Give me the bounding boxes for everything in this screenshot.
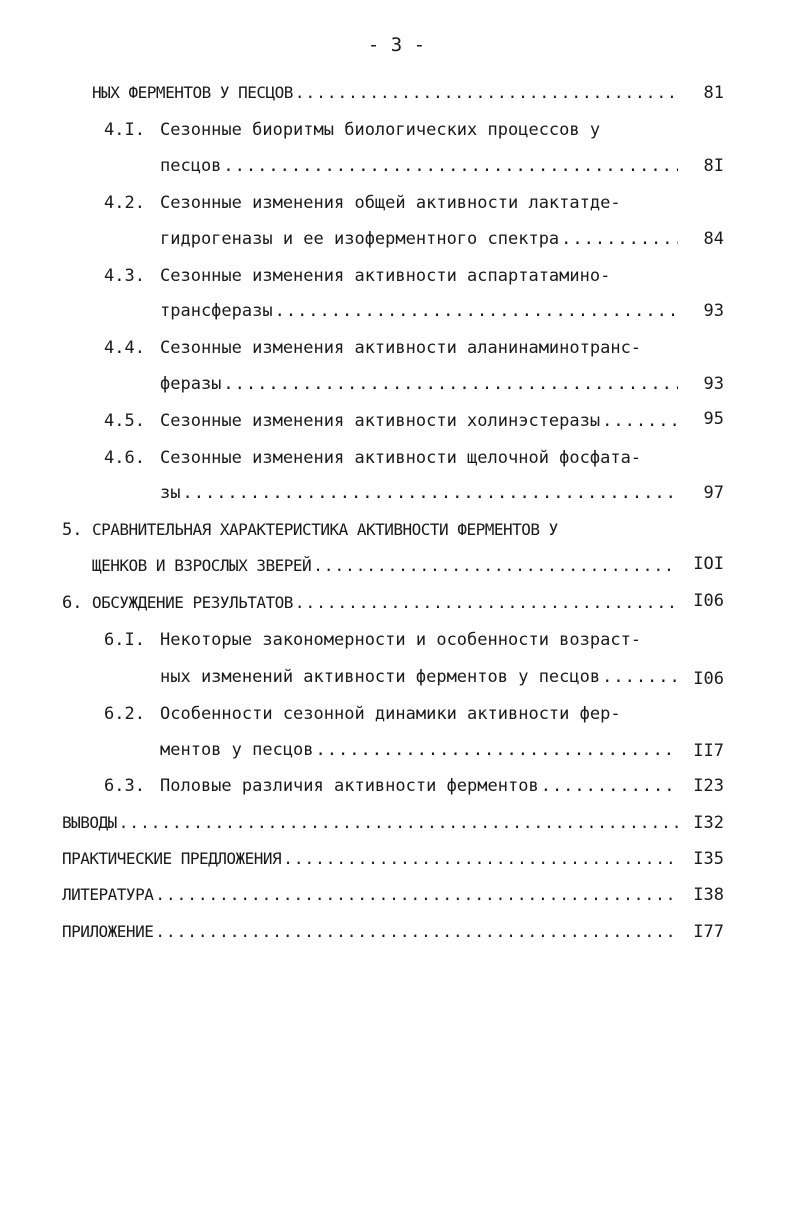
leader-dots	[313, 553, 678, 579]
toc-page: I32	[693, 813, 724, 833]
leader-dots	[602, 664, 678, 690]
leader-dots	[223, 371, 678, 397]
toc-text: Особенности сезонной динамики активности фер-	[160, 704, 621, 724]
toc-num: 4.3.	[104, 266, 145, 286]
toc-entry-literature	[62, 882, 678, 908]
toc-entry-6-3	[160, 773, 678, 799]
toc-page: I23	[693, 776, 724, 796]
leader-dots	[561, 226, 678, 252]
toc-entry-practical	[62, 846, 678, 872]
toc-text: Сезонные изменения активности аспартатамино-	[160, 266, 611, 286]
toc-entry-6-2	[160, 737, 678, 763]
toc-num: 4.4.	[104, 338, 145, 358]
leader-dots	[295, 80, 678, 106]
toc-text: ЛИТЕРАТУРА	[62, 885, 154, 904]
toc-text: ных изменений активности ферментов у песцов	[160, 667, 601, 687]
toc-text: Сезонные изменения активности щелочной фосфата-	[160, 448, 642, 468]
leader-dots	[155, 882, 678, 908]
leader-dots	[541, 773, 678, 799]
toc-page: 81	[703, 83, 724, 103]
toc-entry-appendix	[62, 919, 678, 945]
toc-text: СРАВНИТЕЛЬНАЯ ХАРАКТЕРИСТИКА АКТИВНОСТИ ФЕРМЕНТОВ У	[92, 520, 558, 539]
toc-text: Сезонные изменения активности аланинаминотранс-	[160, 338, 642, 358]
toc-entry-4-1	[160, 153, 678, 179]
toc-num: 4.5.	[104, 411, 145, 431]
leader-dots	[155, 919, 678, 945]
toc-text: Сезонные изменения активности холинэстеразы	[160, 411, 601, 431]
toc-num: 6.I.	[104, 630, 145, 650]
toc-text: Некоторые закономерности и особенности возраст-	[160, 630, 642, 650]
toc-text: ВЫВОДЫ	[62, 813, 117, 832]
leader-dots	[602, 408, 678, 434]
toc-entry-4-3	[160, 298, 678, 324]
leader-dots	[316, 737, 678, 763]
leader-dots	[182, 480, 678, 506]
toc-entry-c4-tail	[92, 80, 678, 106]
toc-text: трансферазы	[160, 301, 273, 321]
toc-text: НЫХ ФЕРМЕНТОВ У ПЕСЦОВ	[92, 83, 293, 102]
leader-dots	[283, 846, 678, 872]
toc-page: 8I	[703, 156, 724, 176]
toc-num: 4.6.	[104, 448, 145, 468]
toc-page: 93	[703, 301, 724, 321]
toc-page: 93	[703, 374, 724, 394]
toc-page: IOI	[693, 554, 724, 574]
toc-num: 6.	[62, 593, 83, 613]
toc-num: 6.3.	[104, 776, 145, 796]
leader-dots	[119, 810, 678, 836]
toc-text: гидрогеназы и ее изоферментного спектра	[160, 229, 560, 249]
toc-text: ПРИЛОЖЕНИЕ	[62, 922, 154, 941]
toc-num: 4.I.	[104, 120, 145, 140]
toc-page: I77	[693, 922, 724, 942]
toc-page: 97	[703, 483, 724, 503]
toc-page: I06	[693, 669, 724, 689]
toc-page: I35	[693, 849, 724, 869]
toc-page: I06	[693, 591, 724, 611]
toc-entry-conclusions	[62, 810, 678, 836]
toc-num: 4.2.	[104, 193, 145, 213]
toc-entry-5	[92, 553, 678, 579]
toc-text: ЩЕНКОВ И ВЗРОСЛЫХ ЗВЕРЕЙ	[92, 556, 312, 575]
toc-text: Сезонные изменения общей активности лактатде-	[160, 193, 621, 213]
toc-entry-6-1	[160, 664, 678, 690]
toc-text: ОБСУЖДЕНИЕ РЕЗУЛЬТАТОВ	[92, 593, 293, 612]
toc-entry-6	[92, 590, 678, 616]
toc-entry-4-4	[160, 371, 678, 397]
toc-page: 84	[703, 229, 724, 249]
toc-text: зы	[160, 483, 181, 503]
page-number: - 3 -	[367, 34, 426, 56]
toc-entry-4-2	[160, 226, 678, 252]
toc-entry-4-6	[160, 480, 678, 506]
toc-page: I38	[693, 885, 724, 905]
toc-num: 6.2.	[104, 704, 145, 724]
leader-dots	[223, 153, 678, 179]
toc-text: песцов	[160, 156, 222, 176]
leader-dots	[295, 590, 678, 616]
leader-dots	[275, 298, 678, 324]
toc-text: феразы	[160, 374, 222, 394]
toc-text: ПРАКТИЧЕСКИЕ ПРЕДЛОЖЕНИЯ	[62, 849, 282, 868]
toc-text: Половые различия активности ферментов	[160, 776, 539, 796]
toc-page: II7	[693, 741, 724, 761]
toc-page: 95	[703, 409, 724, 429]
toc-num: 5.	[62, 520, 83, 540]
toc-text: ментов у песцов	[160, 740, 314, 760]
toc-text: Сезонные биоритмы биологических процессов у	[160, 120, 601, 140]
toc-entry-4-5	[160, 408, 678, 434]
